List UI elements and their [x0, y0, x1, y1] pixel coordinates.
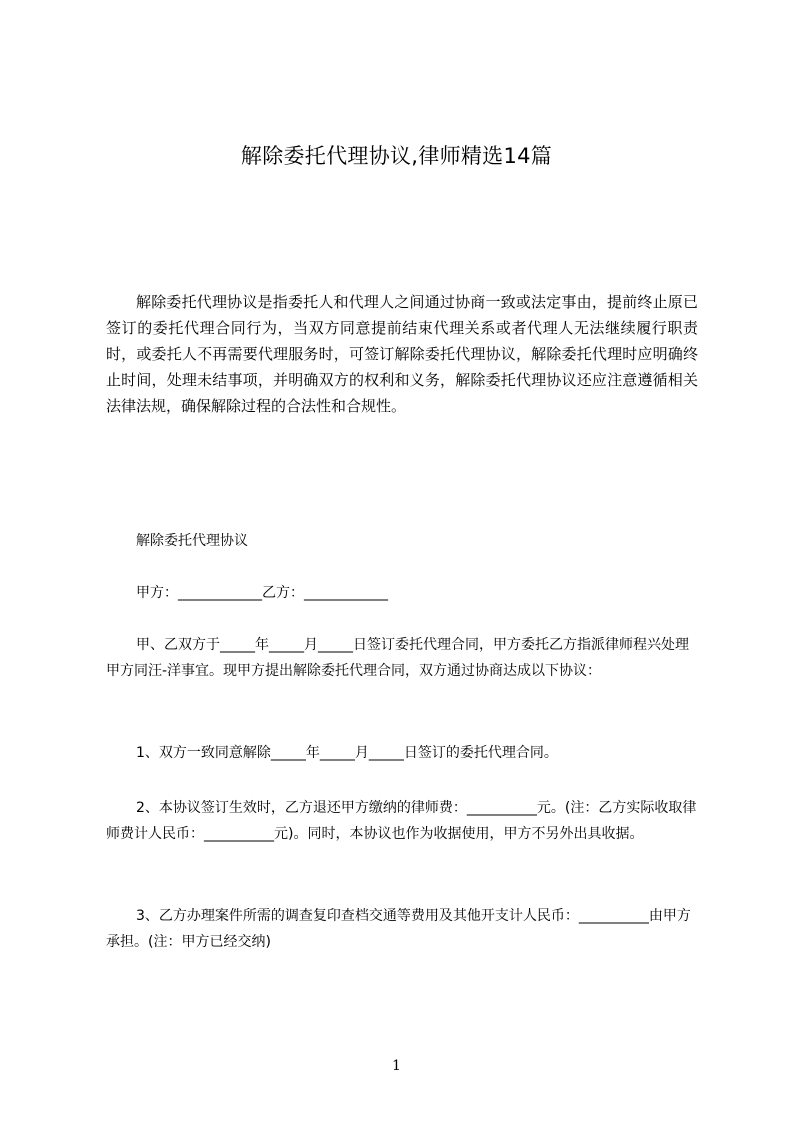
page-number: 1: [392, 1058, 401, 1074]
intro-paragraph: 解除委托代理协议是指委托人和代理人之间通过协商一致或法定事由，提前终止原已签订的委托代理合同行为，当双方同意提前结束代理关系或者代理人无法继续履行职责时，或委托人不再需要代理服务时，可签订解除委托代理协议，解除委托代理时应明确终止时间，处理未结事项，并明确双方的权利和义务，解除委托代理协议还应注意遵循相关法律法规，确保解除过程的合法性和合规性。: [106, 293, 698, 415]
agreement-clause-2: 2、本协议签订生效时，乙方退还甲方缴纳的律师费：__________元。(注：乙方实际收取律师费计人民币：__________元)。同时，本协议也作为收据使用，甲方不另外出具收据。: [106, 800, 697, 842]
document-title: 解除委托代理协议,律师精选14篇: [240, 144, 553, 168]
agreement-heading: 解除委托代理协议: [136, 533, 248, 549]
agreement-clause-3: 3、乙方办理案件所需的调查复印查档交通等费用及其他开支计人民币：__________由甲方承担。(注：甲方已经交纳): [106, 908, 691, 950]
agreement-clause-1: 1、双方一致同意解除_____年_____月_____日签订的委托代理合同。: [136, 745, 558, 761]
agreement-paragraph-1: 甲、乙双方于_____年_____月_____日签订委托代理合同，甲方委托乙方指派律师程兴处理甲方同汪-洋事宜。现甲方提出解除委托代理合同，双方通过协商达成以下协议：: [106, 637, 689, 679]
parties-line: 甲方：____________乙方：____________: [136, 585, 388, 601]
